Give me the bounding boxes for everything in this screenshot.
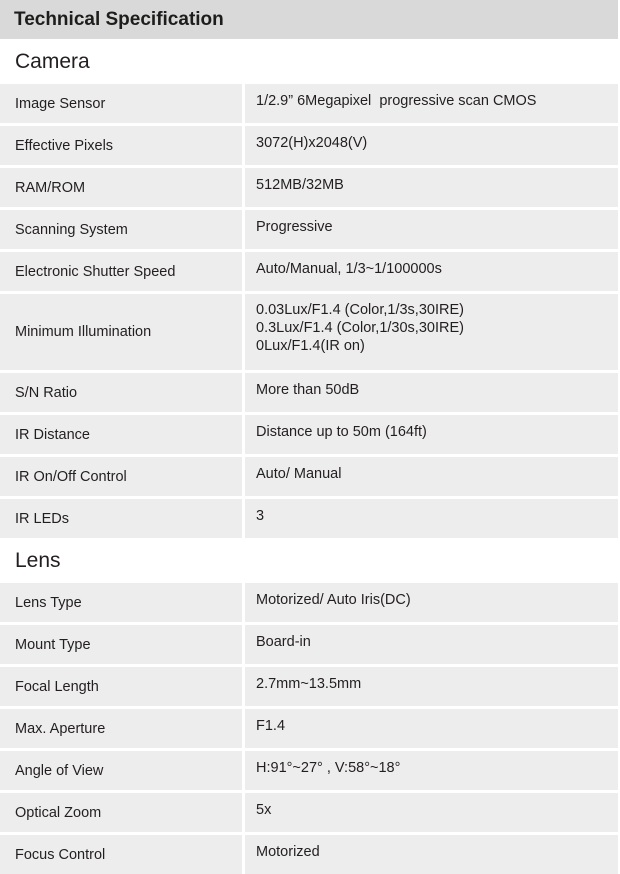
spec-value-line: H:91°~27° , V:58°~18° (256, 760, 401, 776)
spec-row (0, 667, 618, 706)
spec-row (0, 84, 618, 123)
spec-value (245, 373, 618, 412)
page-title: Technical Specification (0, 0, 618, 39)
spec-value (245, 84, 618, 123)
spec-value (245, 835, 618, 874)
spec-value-line: Auto/ Manual (256, 466, 342, 482)
spec-row (0, 373, 618, 412)
spec-value (245, 499, 618, 538)
spec-value-line: 0.3Lux/F1.4 (Color,1/30s,30IRE) (256, 320, 464, 336)
spec-row (0, 793, 618, 832)
spec-row (0, 294, 618, 370)
spec-row (0, 210, 618, 249)
spec-row (0, 126, 618, 165)
spec-row (0, 709, 618, 748)
section-heading-camera: Camera (15, 50, 90, 73)
spec-row (0, 583, 618, 622)
spec-row (0, 415, 618, 454)
spec-label: IR Distance (0, 415, 242, 454)
spec-value (245, 415, 618, 454)
spec-label: IR LEDs (0, 499, 242, 538)
spec-value-line: More than 50dB (256, 382, 360, 398)
spec-value (245, 252, 618, 291)
spec-value (245, 457, 618, 496)
spec-label: Electronic Shutter Speed (0, 252, 242, 291)
spec-row (0, 835, 618, 874)
spec-value (245, 667, 618, 706)
spec-label: Minimum Illumination (0, 294, 242, 370)
spec-value-line: 3 (256, 508, 265, 524)
spec-label: IR On/Off Control (0, 457, 242, 496)
spec-value (245, 168, 618, 207)
spec-value (245, 294, 618, 370)
spec-value-line: 1/2.9” 6Megapixel progressive scan CMOS (256, 93, 537, 109)
spec-value-line: Motorized (256, 844, 320, 860)
spec-row (0, 751, 618, 790)
spec-row (0, 252, 618, 291)
spec-label: Lens Type (0, 583, 242, 622)
spec-value (245, 793, 618, 832)
spec-value-line: 0.03Lux/F1.4 (Color,1/3s,30IRE) (256, 302, 464, 318)
spec-label: Angle of View (0, 751, 242, 790)
spec-value-line: Progressive (256, 219, 333, 235)
spec-value-line: 3072(H)x2048(V) (256, 135, 368, 151)
spec-value-line: Motorized/ Auto Iris(DC) (256, 592, 411, 608)
spec-row (0, 457, 618, 496)
spec-label: Focal Length (0, 667, 242, 706)
spec-value (245, 210, 618, 249)
spec-row (0, 168, 618, 207)
spec-label: Optical Zoom (0, 793, 242, 832)
section-heading-lens: Lens (15, 549, 61, 572)
spec-value-line: Auto/Manual, 1/3~1/100000s (256, 261, 442, 277)
spec-value-line: F1.4 (256, 718, 286, 734)
spec-value-line: Board-in (256, 634, 311, 650)
spec-value-line: Distance up to 50m (164ft) (256, 424, 427, 440)
spec-label: Effective Pixels (0, 126, 242, 165)
spec-label: RAM/ROM (0, 168, 242, 207)
spec-value (245, 126, 618, 165)
spec-row (0, 499, 618, 538)
spec-value-line: 512MB/32MB (256, 177, 344, 193)
spec-value-line: 0Lux/F1.4(IR on) (256, 338, 365, 354)
spec-label: Max. Aperture (0, 709, 242, 748)
spec-value-line: 5x (256, 802, 272, 818)
spec-label: Focus Control (0, 835, 242, 874)
spec-value (245, 625, 618, 664)
spec-row (0, 625, 618, 664)
spec-value (245, 751, 618, 790)
spec-value (245, 709, 618, 748)
spec-value-line: 2.7mm~13.5mm (256, 676, 362, 692)
spec-value (245, 583, 618, 622)
spec-label: Mount Type (0, 625, 242, 664)
spec-label: S/N Ratio (0, 373, 242, 412)
spec-label: Image Sensor (0, 84, 242, 123)
spec-label: Scanning System (0, 210, 242, 249)
